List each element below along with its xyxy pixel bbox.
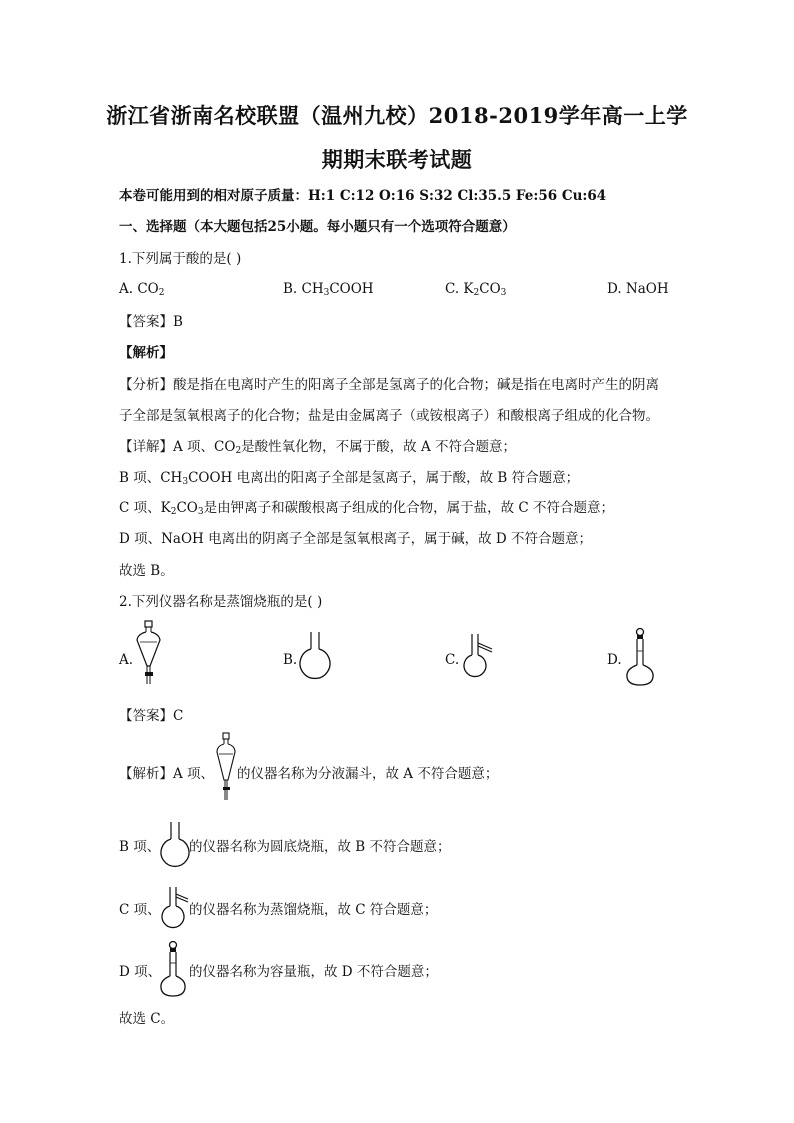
q2-analysis-d: D 项、 xyxy=(119,964,162,980)
separatory-funnel-icon xyxy=(215,732,237,806)
q2-analysis-c-text: 的仪器名称为蒸馏烧瓶，故 C 符合题意； xyxy=(189,902,438,918)
page-title-line-1: 浙江省浙南名校联盟（温州九校）2018-2019学年高一上学 xyxy=(106,103,688,128)
q2-analysis-d-text: 的仪器名称为容量瓶，故 D 不符合题意； xyxy=(189,964,438,980)
q1-option-b: B. $CH_3COOH$ xyxy=(283,281,374,298)
section-heading: 一、选择题（本大题包括25小题。每小题只有一个选项符合题意） xyxy=(119,219,516,235)
page-title-line-2: 期期末联考试题 xyxy=(321,147,473,172)
q1-detail-b: B 项、$CH_3COOH$ 电离出的阳离子全部是氢离子，属于酸，故 B 符合题意； xyxy=(119,470,580,487)
q1-answer: 【答案】B xyxy=(119,314,183,330)
round-bottom-flask-icon xyxy=(298,630,332,686)
q2-option-a-label: A. xyxy=(119,652,134,668)
distillation-flask-icon xyxy=(462,632,498,686)
q1-analysis-label: 【解析】 xyxy=(119,345,173,361)
q1-detail-d: D 项、NaOH 电离出的阴离子全部是氢氧根离子，属于碱，故 D 不符合题意； xyxy=(119,531,593,547)
q1-conclusion: 故选 B。 xyxy=(119,563,174,579)
q2-analysis-a: 【解析】A 项、 xyxy=(119,766,215,782)
q2-option-c-label: C. xyxy=(445,652,460,668)
q1-option-d: D. NaOH xyxy=(607,281,669,297)
q2-analysis-b-text: 的仪器名称为圆底烧瓶，故 B 不符合题意； xyxy=(189,839,451,855)
round-bottom-flask-icon xyxy=(160,820,190,874)
q2-option-b-label: B. xyxy=(283,652,298,668)
volumetric-flask-icon xyxy=(158,940,188,1002)
atomic-mass-line: 本卷可能用到的相对原子质量：H:1 C:12 O:16 S:32 Cl:35.5 Fe:56 Cu:64 xyxy=(119,188,607,204)
separatory-funnel-icon xyxy=(133,620,165,690)
q1-option-a: A. $CO_2$ xyxy=(119,281,165,298)
q1-detail-c: C 项、$K_2CO_3$是由钾离子和碳酸根离子组成的化合物，属于盐，故 C 不符合题意； xyxy=(119,500,615,517)
q2-option-d-label: D. xyxy=(607,652,622,668)
q2-analysis-b: B 项、 xyxy=(119,839,161,855)
q1-detail-a: 【详解】A 项、$CO_2$是酸性氧化物，不属于酸，故 A 不符合题意； xyxy=(119,439,517,456)
q1-stem: 1.下列属于酸的是( ) xyxy=(119,251,242,267)
q1-option-c: C. $K_2CO_3$ xyxy=(445,281,507,298)
q2-analysis-a-text: 的仪器名称为分液漏斗，故 A 不符合题意； xyxy=(237,766,499,782)
q2-stem: 2.下列仪器名称是蒸馏烧瓶的是( ) xyxy=(119,594,323,610)
q1-fenxi-line-2: 子全部是氢氧根离子的化合物；盐是由金属离子（或铵根离子）和酸根离子组成的化合物。 xyxy=(119,408,659,424)
q1-fenxi-line-1: 【分析】酸是指在电离时产生的阳离子全部是氢离子的化合物；碱是指在电离时产生的阴离 xyxy=(119,377,659,393)
volumetric-flask-icon xyxy=(624,627,656,691)
q2-analysis-c: C 项、 xyxy=(119,902,161,918)
distillation-flask-icon xyxy=(160,885,192,935)
q2-answer: 【答案】C xyxy=(119,708,184,724)
q2-conclusion: 故选 C。 xyxy=(119,1011,175,1027)
